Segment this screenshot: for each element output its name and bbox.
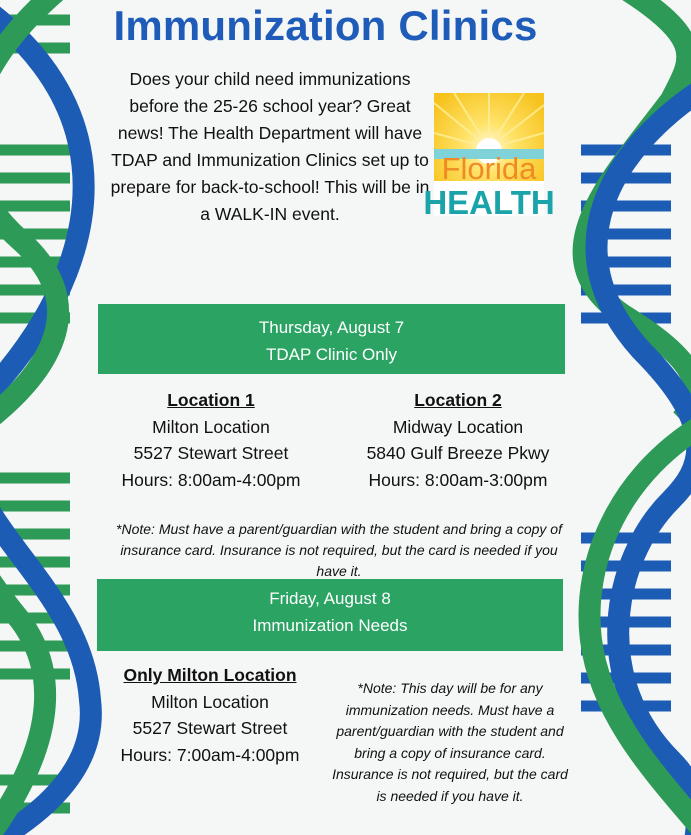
day1-subtitle: TDAP Clinic Only	[266, 345, 397, 364]
location1-name: Milton Location	[152, 416, 270, 437]
day1-banner	[98, 304, 565, 374]
florida-health-logo	[423, 93, 555, 221]
day2-location-header: Only Milton Location	[123, 665, 297, 685]
dna-helix-left-decoration	[0, 0, 100, 835]
intro-text: Does your child need immunizations before the 25-26 school year? Great news! The Health Department will have TDAP and Immunization Clinics set up to prepare for back-to-school! This will be in a WALK-IN event.	[110, 69, 430, 224]
day2-location-hours: Hours: 7:00am-4:00pm	[120, 744, 300, 765]
day2-location-name: Milton Location	[151, 691, 269, 712]
day2-location-address: 5527 Stewart Street	[132, 718, 288, 738]
day2-note: *Note: This day will be for any immunization needs. Must have a parent/guardian with the student and bring a copy of insurance card. Insurance is not required, but the card is needed if you have it.	[332, 680, 568, 804]
day1-date: Thursday, August 7	[258, 318, 405, 337]
day2-banner	[97, 579, 563, 651]
location2-hours: Hours: 8:00am-3:00pm	[368, 469, 548, 490]
day1-note: *Note: Must have a parent/guardian with the student and bring a copy of insurance card. Insurance is not required, but the card is needed if you have it.	[116, 521, 562, 579]
location2-address: 5840 Gulf Breeze Pkwy	[366, 443, 550, 463]
location1-hours: Hours: 8:00am-4:00pm	[121, 469, 301, 490]
day2-date: Friday, August 8	[269, 589, 391, 608]
location2-header: Location 2	[414, 390, 502, 410]
logo-word-health: HEALTH	[423, 184, 555, 221]
day2-subtitle: Immunization Needs	[252, 616, 408, 635]
day2-location	[110, 662, 310, 768]
day1-location1	[111, 387, 311, 493]
page-title: Immunization Clinics	[113, 2, 538, 49]
location1-header: Location 1	[167, 390, 255, 410]
logo-word-florida: Florida	[441, 151, 537, 186]
location1-address: 5527 Stewart Street	[133, 443, 289, 463]
location2-name: Midway Location	[392, 416, 524, 437]
day1-location2	[350, 387, 566, 493]
